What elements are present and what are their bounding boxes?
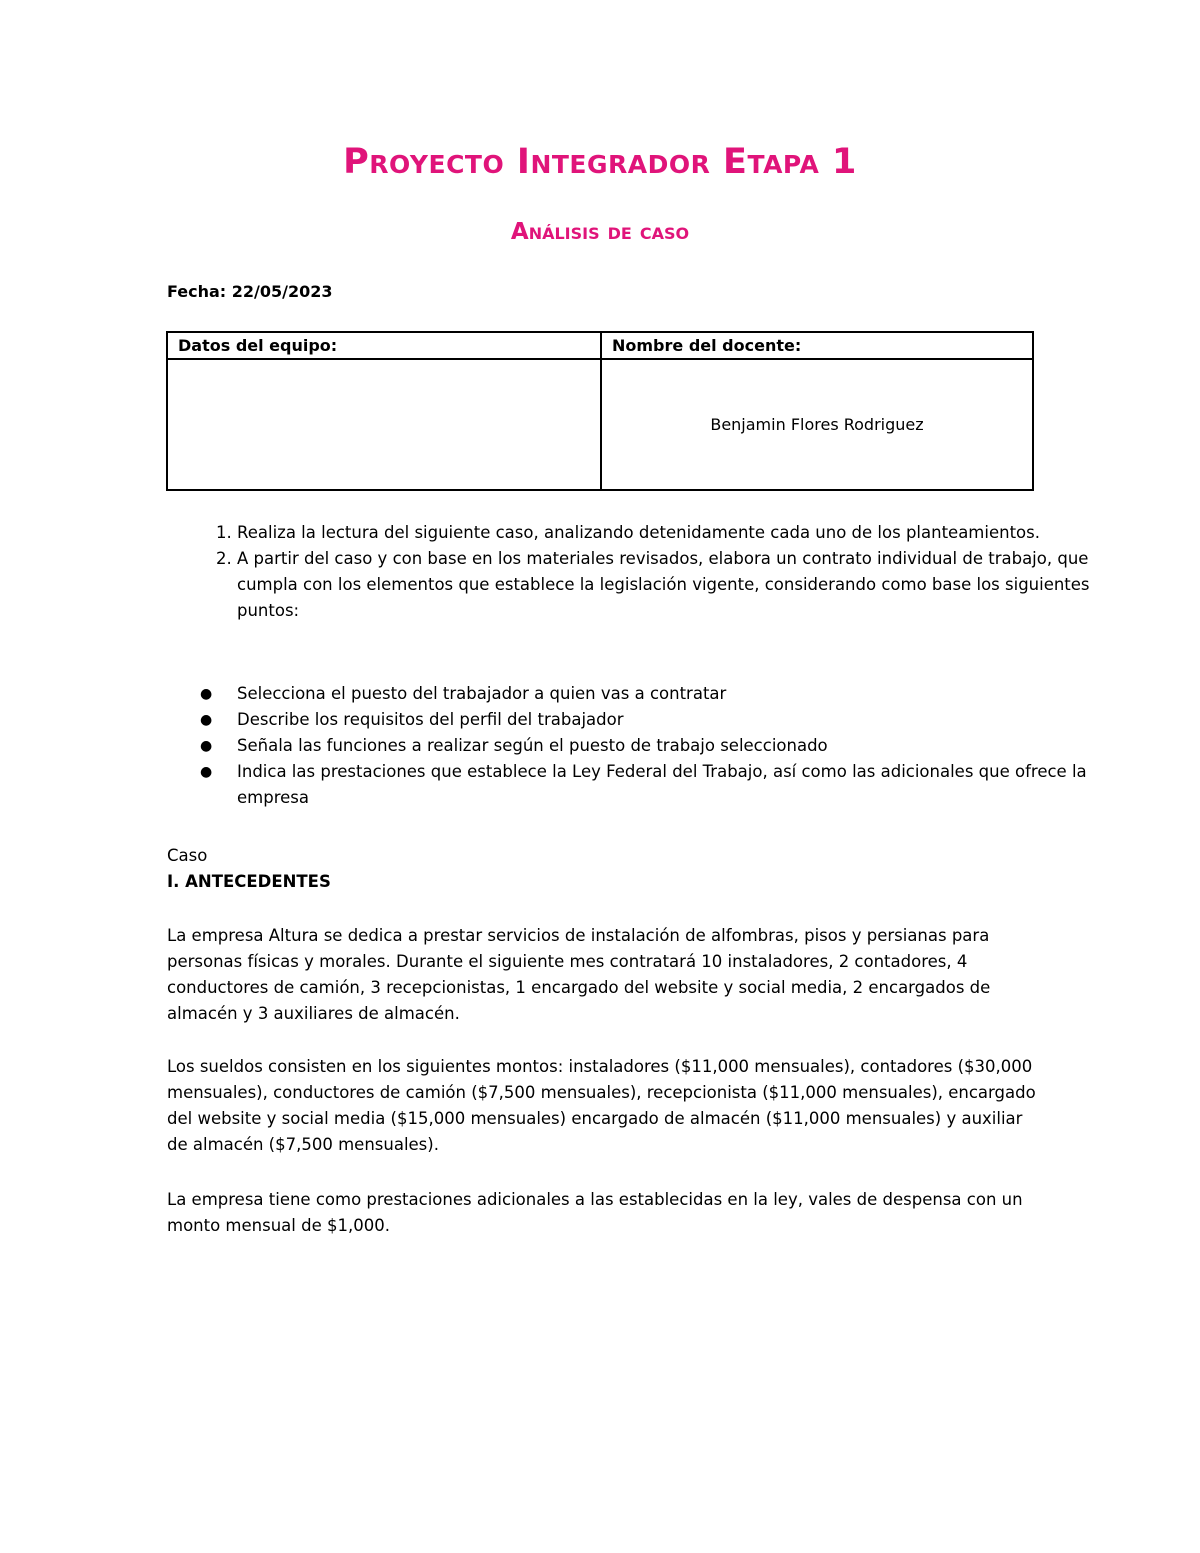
team-data-header: Datos del equipo:: [167, 332, 601, 359]
instruction-step: 1. Realiza la lectura del siguiente caso, analizando detenidamente cada uno de los planteamientos.: [237, 520, 1107, 546]
case-label: Caso: [167, 846, 208, 865]
paragraph: La empresa tiene como prestaciones adicionales a las establecidas en la ley, vales de despensa con un monto mensual de $1,000.: [167, 1190, 1023, 1235]
requirement-points: [170, 681, 1107, 811]
teacher-name-header: Nombre del docente:: [601, 332, 1033, 359]
bullet-icon: ●: [200, 686, 213, 702]
list-item: [200, 707, 1107, 733]
list-item-text: Señala las funciones a realizar según el puesto de trabajo seleccionado: [237, 736, 828, 755]
list-item: [200, 681, 1107, 707]
list-item-text: Indica las prestaciones que establece la Ley Federal del Trabajo, así como las adicionales que ofrece la empresa: [237, 762, 1087, 807]
bullet-icon: ●: [200, 738, 213, 754]
document-subtitle: Análisis de caso: [510, 219, 690, 245]
bullet-icon: ●: [200, 712, 213, 728]
paragraph: Los sueldos consisten en los siguientes montos: instaladores ($11,000 mensuales), contadores ($30,000 mensuales), conductores de camión ($7,500 mensuales), recepcionista ($11,000 mensuales), encargado del website y social media ($15,000 mensuales) encargado de almacén ($11,000 mensuales) y auxiliar de almacén ($7,500 mensuales).: [167, 1057, 1036, 1154]
list-item-text: Describe los requisitos del perfil del trabajador: [237, 710, 624, 729]
instruction-step: 2. A partir del caso y con base en los materiales revisados, elabora un contrato individual de trabajo, que cumpla con los elementos que establece la legislación vigente, considerando como base los siguientes puntos:: [237, 546, 1107, 624]
teacher-name-cell: Benjamin Flores Rodriguez: [601, 359, 1033, 490]
list-item-text: Selecciona el puesto del trabajador a quien vas a contratar: [237, 684, 727, 703]
document-title: Proyecto Integrador Etapa 1: [343, 142, 857, 182]
instruction-steps: [170, 520, 1107, 624]
paragraph: La empresa Altura se dedica a prestar servicios de instalación de alfombras, pisos y persianas para personas físicas y morales. Durante el siguiente mes contratará 10 instaladores, 2 contadores, 4 conductores de camión, 3 recepcionistas, 1 encargado del website y social media, 2 encargados de almacén y 3 auxiliares de almacén.: [167, 926, 991, 1023]
list-item: [200, 759, 1107, 811]
list-item: [200, 733, 1107, 759]
team-info-table: [166, 331, 1034, 491]
bullet-icon: ●: [200, 764, 213, 780]
team-data-cell: [167, 359, 601, 490]
section-heading: I. ANTECEDENTES: [167, 872, 331, 891]
date-line: Fecha: 22/05/2023: [167, 282, 333, 301]
